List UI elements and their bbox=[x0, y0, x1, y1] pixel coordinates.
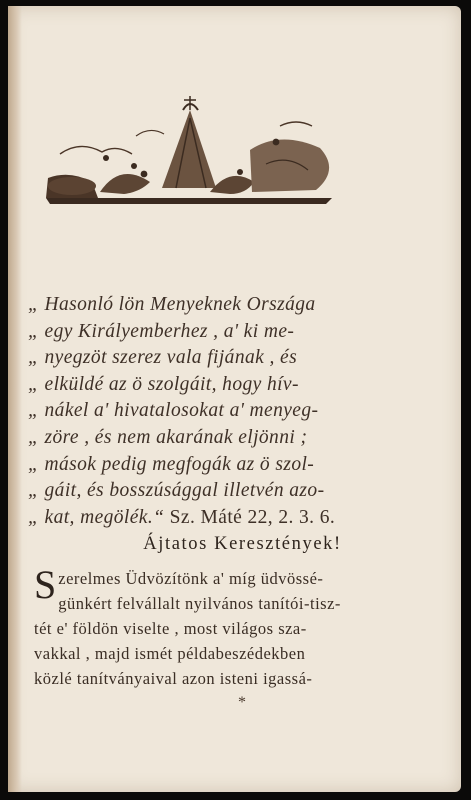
quote-last-line bbox=[28, 505, 398, 532]
signature-mark: * bbox=[238, 694, 246, 711]
quote-line: „ Hasonló lön Menyeknek Országa bbox=[28, 294, 316, 315]
quote-line: „ gáit, és bosszúsággal illetvén azo- bbox=[28, 480, 325, 502]
quote-line-text: „ kat, megölék.“ bbox=[28, 506, 165, 528]
quote-line: „ zöre , és nem akarának eljönni ; bbox=[28, 426, 308, 448]
quote-line: „ mások pedig megfogák az ö szol- bbox=[28, 453, 315, 475]
page-gutter bbox=[8, 6, 22, 792]
quote-line: „ nyegzöt szerez vala fijának , és bbox=[28, 347, 298, 369]
harvest-vignette-engraving bbox=[40, 70, 340, 210]
drop-cap: S bbox=[34, 562, 57, 607]
bible-reference: Sz. Máté 22, 2. 3. 6. bbox=[169, 506, 336, 528]
body-line: zerelmes Üdvözítönk a' míg üdvössé- bbox=[58, 569, 324, 588]
body-line: közlé tanítványaival azon isteni igassá- bbox=[34, 669, 313, 688]
scripture-quote bbox=[28, 292, 398, 531]
body-line: günkért felvállalt nyilvános tanítói-tisz- bbox=[58, 594, 341, 613]
quote-line: „ elküldé az ö szolgáit, hogy hív- bbox=[28, 373, 299, 395]
body-line: vakkal , majd ismét példabeszédekben bbox=[34, 644, 306, 663]
quote-line: „ nákel a' hivatalosokat a' menyeg- bbox=[28, 400, 319, 422]
body-line: tét e' földön viselte , most világos sza- bbox=[34, 619, 307, 638]
quote-line: „ egy Királyemberhez , a' ki me- bbox=[28, 320, 295, 342]
body-text bbox=[34, 562, 384, 691]
section-heading: Ájtatos Keresztények! bbox=[143, 534, 342, 554]
